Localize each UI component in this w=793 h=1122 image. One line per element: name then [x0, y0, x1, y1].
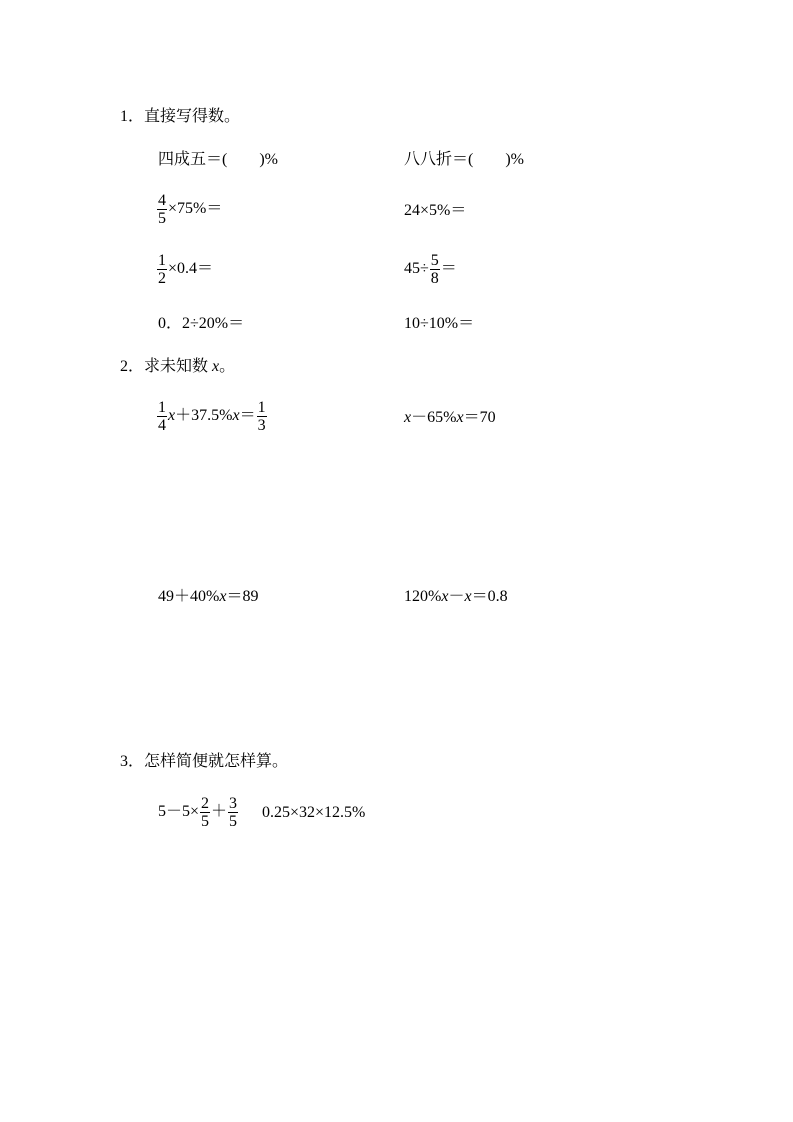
denominator: 3: [257, 417, 266, 434]
problem-1-6: [404, 252, 457, 287]
expression-rest: ×0.4＝: [168, 260, 214, 278]
denominator: 4: [158, 417, 166, 434]
equation-term: 49＋40%: [158, 588, 220, 605]
section1-heading: 1．直接写得数。: [120, 108, 241, 125]
fraction: [228, 795, 238, 830]
fraction: [430, 252, 440, 287]
numerator: 2: [201, 795, 210, 812]
fraction: [257, 399, 267, 434]
problem-1-1: 四成五＝( )%: [158, 151, 278, 168]
section3-heading: 3．怎样简便就怎样算。: [120, 753, 289, 770]
denominator: 8: [430, 270, 439, 287]
heading-end: 。: [219, 358, 236, 375]
variable-x: x: [441, 588, 449, 605]
problem-1-3: [156, 192, 222, 227]
numerator: 5: [430, 252, 439, 269]
fraction: [157, 252, 167, 287]
variable-x: x: [232, 407, 240, 425]
equation-rest: ＝0.8: [471, 588, 508, 605]
numerator: 1: [158, 399, 166, 416]
expression-1: [158, 795, 239, 830]
variable-x: x: [404, 409, 412, 426]
numerator: 1: [257, 399, 266, 416]
equals-sign: ＝: [239, 407, 256, 425]
numerator: 1: [158, 252, 166, 269]
equation-1: [156, 399, 268, 434]
heading-text: 2．求未知数: [120, 358, 209, 375]
equation-term: －65%: [411, 409, 457, 426]
equation-3: [158, 587, 258, 607]
fraction: [200, 795, 210, 830]
section2-heading: [120, 357, 235, 377]
plus-sign: ＋: [211, 803, 228, 821]
variable-x: x: [464, 588, 472, 605]
expression-prefix: 45÷: [404, 260, 429, 278]
denominator: 2: [158, 270, 166, 287]
equation-rest: ＝89: [226, 588, 259, 605]
expression-2: 0.25×32×12.5%: [262, 804, 366, 821]
heading-variable: x: [212, 358, 220, 375]
variable-x: x: [219, 588, 227, 605]
equation-rest: ＝70: [463, 409, 496, 426]
expression-rest: ×75%＝: [168, 200, 223, 218]
denominator: 5: [201, 813, 210, 830]
equation-2: [404, 408, 496, 428]
problem-1-5: [156, 252, 213, 287]
problem-1-8: 10÷10%＝: [404, 315, 475, 332]
equation-4: [404, 587, 508, 607]
problem-1-7: 0．2÷20%＝: [158, 315, 245, 332]
equation-term: 120%: [404, 588, 442, 605]
expression-prefix: 5－5×: [158, 803, 200, 821]
expression-rest: ＝: [440, 260, 457, 278]
denominator: 5: [229, 813, 238, 830]
denominator: 5: [158, 210, 166, 227]
fraction: [157, 399, 167, 434]
variable-x: x: [168, 407, 176, 425]
numerator: 3: [229, 795, 238, 812]
equation-term: ＋37.5%: [175, 407, 233, 425]
variable-x: x: [456, 409, 464, 426]
numerator: 4: [158, 192, 166, 209]
problem-1-2: 八八折＝( )%: [404, 151, 524, 168]
fraction: [157, 192, 167, 227]
problem-1-4: 24×5%＝: [404, 202, 467, 219]
minus-sign: －: [448, 588, 465, 605]
